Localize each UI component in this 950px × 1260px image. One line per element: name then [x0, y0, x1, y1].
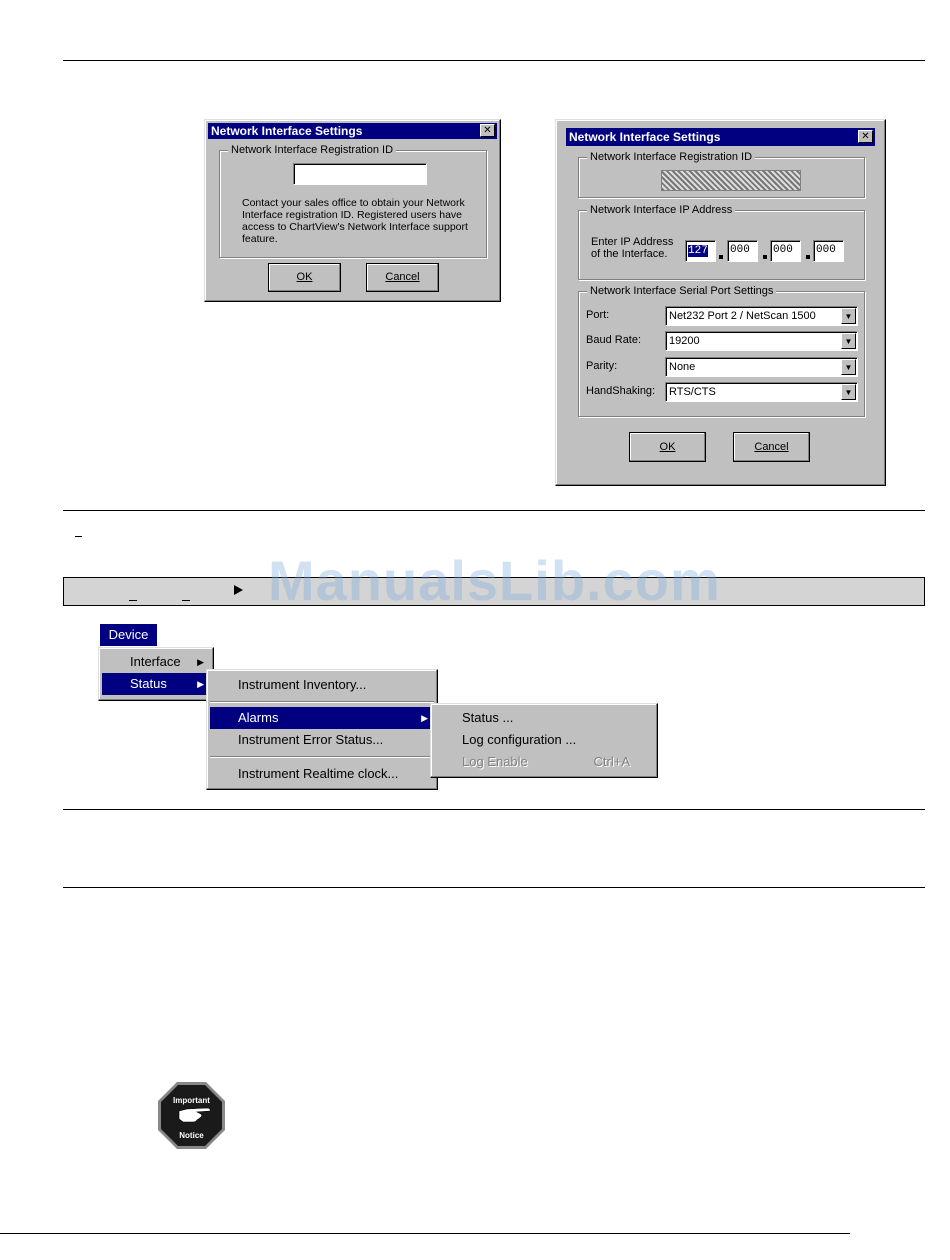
- bar-underscore-1: [129, 600, 137, 601]
- ip-octet-1-value: 127: [688, 245, 708, 257]
- close-icon[interactable]: ✕: [480, 124, 495, 137]
- handshaking-value: RTS/CTS: [669, 386, 716, 398]
- dropdown-arrow-icon[interactable]: ▼: [841, 384, 856, 400]
- notice-bottom-text: Notice: [179, 1131, 204, 1140]
- bar-underscore-2: [182, 600, 190, 601]
- handshaking-label: HandShaking:: [586, 385, 656, 397]
- menu-item-alarms-label: Alarms: [238, 710, 279, 725]
- menu-item-log-configuration-label: Log configuration ...: [462, 732, 577, 747]
- ip-address-group-label: Network Interface IP Address: [587, 203, 735, 217]
- dropdown-arrow-icon[interactable]: ▼: [841, 333, 856, 349]
- watermark: ManualsLib.com: [268, 549, 721, 612]
- ok-button[interactable]: [268, 263, 341, 292]
- menu-item-log-configuration[interactable]: [434, 729, 654, 751]
- menu-item-alarm-status-label: Status ...: [462, 710, 514, 725]
- baud-rate-value: 19200: [669, 335, 700, 347]
- important-notice-icon: [157, 1081, 226, 1150]
- submenu-arrow-icon: ▶: [197, 657, 204, 667]
- parity-label: Parity:: [586, 360, 618, 372]
- alarms-submenu: [430, 703, 658, 778]
- dialog-titlebar: [566, 128, 875, 146]
- menu-item-instrument-inventory[interactable]: [210, 674, 434, 696]
- close-icon[interactable]: ✕: [858, 130, 873, 143]
- submenu-arrow-icon: ▶: [421, 713, 428, 723]
- arrow-right-icon: [234, 585, 243, 595]
- dropdown-arrow-icon[interactable]: ▼: [841, 359, 856, 375]
- dialog-title: Network Interface Settings: [211, 124, 363, 138]
- ok-button[interactable]: [629, 432, 706, 462]
- ip-prompt-line1: Enter IP Address: [591, 236, 674, 248]
- menu-separator: [210, 756, 434, 758]
- menu-item-instrument-error-status[interactable]: [210, 729, 434, 751]
- baud-rate-label: Baud Rate:: [586, 334, 642, 346]
- dropdown-arrow-icon[interactable]: ▼: [841, 308, 856, 324]
- port-label: Port:: [586, 309, 610, 321]
- menu-separator: [210, 701, 434, 703]
- menu-item-instrument-realtime-clock[interactable]: [210, 763, 434, 785]
- registration-group-label: Network Interface Registration ID: [228, 143, 396, 157]
- registration-group: [219, 144, 487, 258]
- ip-octet-4[interactable]: 000: [813, 240, 844, 262]
- menu-item-log-enable: [434, 751, 654, 773]
- interface-settings-dialog: [555, 119, 886, 486]
- status-submenu: [206, 669, 438, 790]
- registration-id-input[interactable]: [293, 163, 427, 185]
- dialog-title: Network Interface Settings: [569, 130, 721, 144]
- cancel-button[interactable]: [733, 432, 810, 462]
- port-select[interactable]: [665, 306, 858, 326]
- footer-rule: [0, 1233, 850, 1234]
- serial-port-group-label: Network Interface Serial Port Settings: [587, 284, 776, 298]
- ip-address-group: [578, 204, 865, 280]
- registration-id-obscured: [661, 170, 801, 191]
- menu-item-alarms[interactable]: [210, 707, 434, 729]
- cancel-button-label: Cancel: [754, 441, 789, 453]
- menu-item-instrument-realtime-clock-label: Instrument Realtime clock...: [238, 766, 399, 781]
- menu-item-interface-label: Interface: [130, 654, 181, 669]
- menu-item-status[interactable]: [102, 673, 210, 695]
- menu-item-status-label: Status: [130, 676, 167, 691]
- notice-top-text: Important: [173, 1096, 210, 1105]
- dialog-titlebar: [208, 123, 497, 139]
- ip-octet-3[interactable]: 000: [770, 240, 801, 262]
- baud-rate-select[interactable]: [665, 331, 858, 351]
- menu-item-interface[interactable]: [102, 651, 210, 673]
- ip-dot: [763, 255, 767, 259]
- device-menu: [98, 647, 214, 701]
- serial-port-group: [578, 285, 865, 417]
- underscore-mark: [75, 536, 82, 537]
- cancel-button[interactable]: [366, 263, 439, 292]
- port-value: Net232 Port 2 / NetScan 1500: [669, 310, 816, 322]
- ip-prompt-line2: of the Interface.: [591, 248, 668, 260]
- registration-dialog: [204, 119, 501, 302]
- menu-item-alarm-status[interactable]: [434, 707, 654, 729]
- ip-octet-1[interactable]: [685, 240, 716, 262]
- section-rule-1: [63, 510, 925, 511]
- section-rule-3: [63, 887, 925, 888]
- menu-bar-device-label: Device: [108, 627, 149, 642]
- ok-button-label: OK: [659, 441, 676, 453]
- parity-value: None: [669, 361, 696, 373]
- ip-octet-2[interactable]: 000: [727, 240, 758, 262]
- menu-item-log-enable-label: Log Enable: [462, 754, 528, 769]
- registration-id-group: [578, 151, 865, 198]
- ip-dot: [719, 255, 723, 259]
- menu-item-instrument-error-status-label: Instrument Error Status...: [238, 732, 384, 747]
- registration-id-group-label: Network Interface Registration ID: [587, 150, 755, 164]
- cancel-button-label: Cancel: [385, 271, 420, 283]
- menu-bar-device[interactable]: [100, 624, 157, 646]
- parity-select[interactable]: [665, 357, 858, 377]
- handshaking-select[interactable]: [665, 382, 858, 402]
- ok-button-label: OK: [296, 271, 313, 283]
- registration-message: Contact your sales office to obtain your Network Interface registration ID. Registered users have access to ChartView's Network Interface support feature.: [242, 197, 468, 245]
- section-rule-2: [63, 809, 925, 810]
- menu-item-instrument-inventory-label: Instrument Inventory...: [238, 677, 367, 692]
- log-enable-shortcut: Ctrl+A: [593, 754, 630, 769]
- submenu-arrow-icon: ▶: [197, 679, 204, 689]
- top-rule: [63, 60, 925, 61]
- ip-dot: [806, 255, 810, 259]
